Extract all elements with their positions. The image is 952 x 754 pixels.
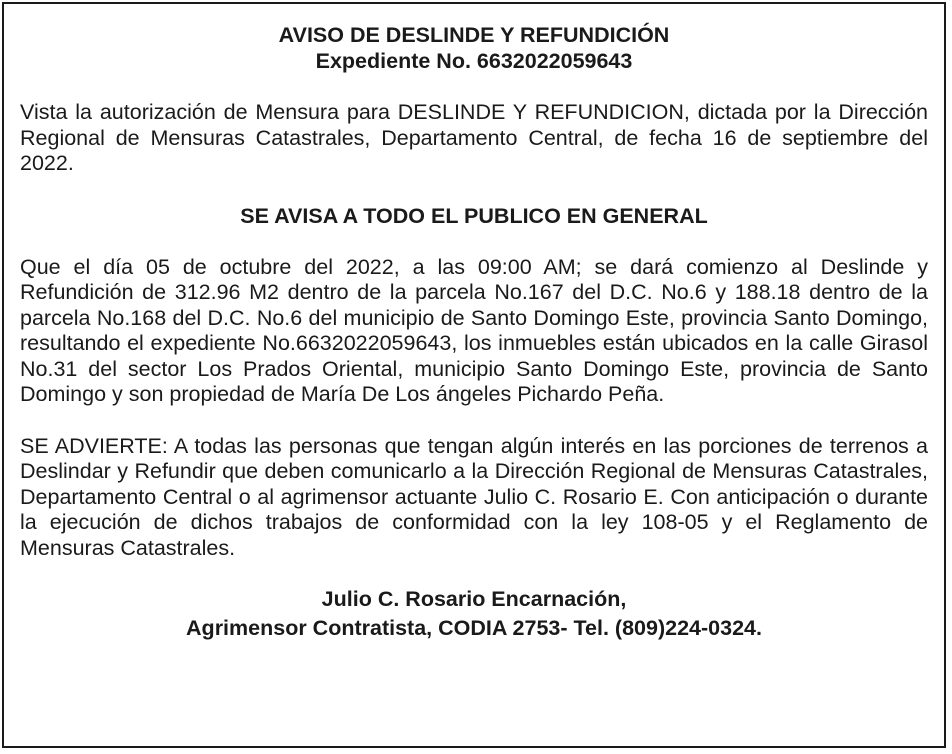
notice-title: AVISO DE DESLINDE Y REFUNDICIÓN	[278, 23, 670, 47]
spacer	[20, 408, 928, 434]
spacer	[20, 561, 928, 585]
details-paragraph: Que el día 05 de octubre del 2022, a las 09:00 AM; se dará comienzo al Deslinde y Refundición de 312.96 M2 dentro de la parcela No.167 del D.C. No.6 y 188.18 dentro de la parcela No.168 del D.C. No.6 del municipio de Santo Domingo Este, provincia Santo Domingo, resultando el expediente No.6632022059643, los inmuebles están ubicados en la calle Girasol No.31 del sector Los Prados Oriental, municipio Santo Domingo Este, provincia de Santo Domingo y son propiedad de María De Los ángeles Pichardo Peña.	[20, 254, 928, 406]
warning-paragraph: SE ADVIERTE: A todas las personas que tengan algún interés en las porciones de terrenos a Deslindar y Refundir que deben comunicarlo a la Dirección Regional de Mensuras Catastrales, Departamento Central o al agrimensor actuante Julio C. Rosario E. Con anticipación o durante la ejecución de dichos trabajos de conformidad con la ley 108-05 y el Reglamento de Mensuras Catastrales.	[20, 433, 928, 560]
spacer	[20, 74, 928, 100]
spacer	[20, 177, 928, 203]
signature-name: Julio C. Rosario Encarnación,	[321, 587, 627, 611]
spacer	[20, 229, 928, 255]
authorization-paragraph: Vista la autorización de Mensura para DESLINDE Y REFUNDICION, dictada por la Dirección Regional de Mensuras Catastrales, Departamento Central, de fecha 16 de septiembre del 2022.	[20, 100, 928, 175]
signature-details: Agrimensor Contratista, CODIA 2753- Tel. (809)224-0324.	[186, 616, 762, 640]
public-notice-heading: SE AVISA A TODO EL PUBLICO EN GENERAL	[240, 203, 708, 228]
file-number: Expediente No. 6632022059643	[315, 49, 633, 73]
legal-notice	[2, 2, 946, 748]
